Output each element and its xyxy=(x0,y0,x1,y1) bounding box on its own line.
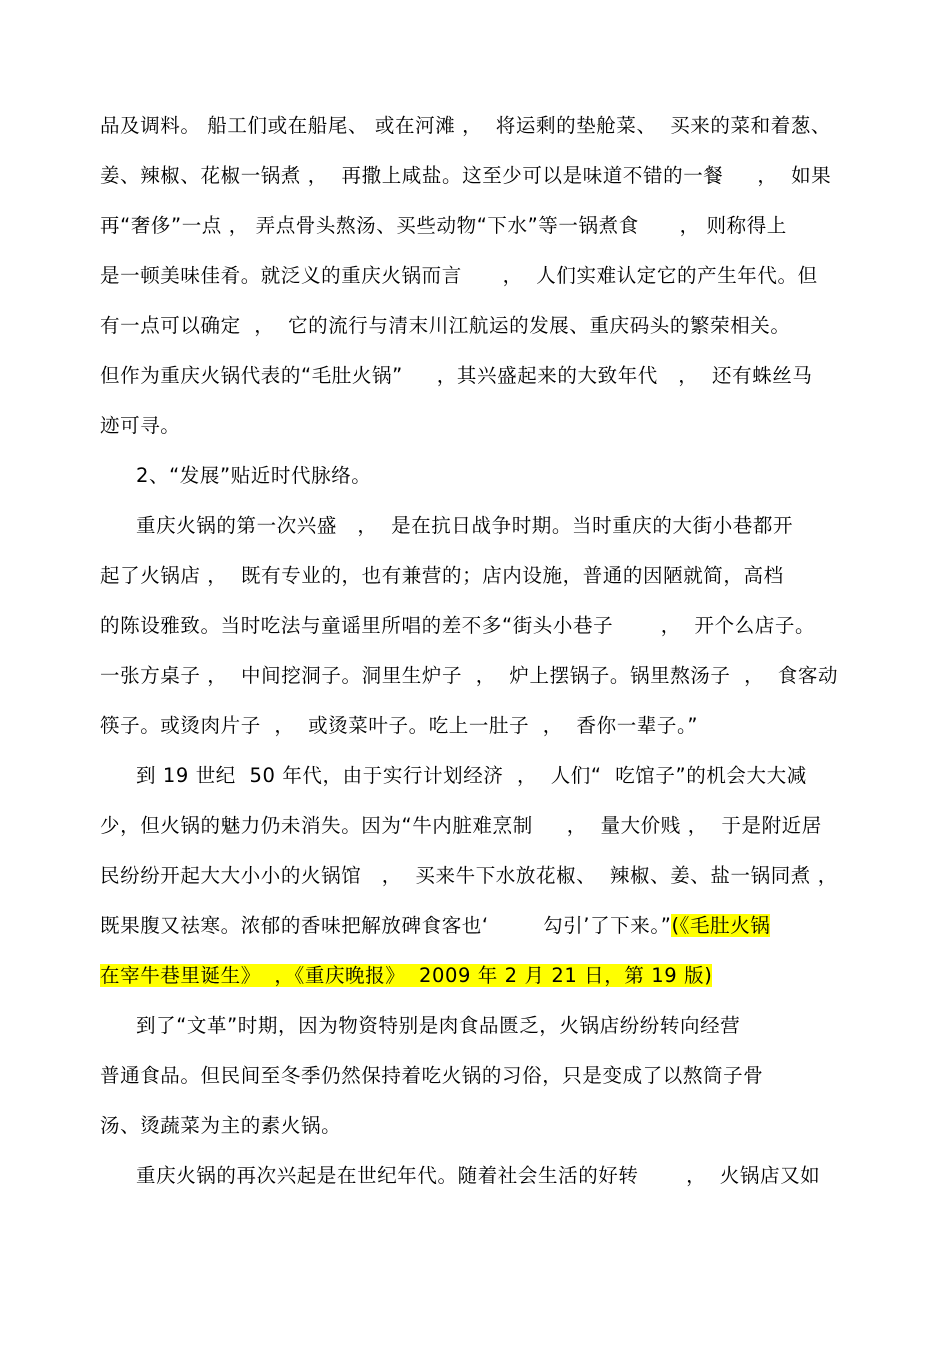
citation-line xyxy=(100,964,712,988)
paragraph-line: 迹可寻。 xyxy=(100,414,181,437)
paragraph-line: 普通食品。但民间至冬季仍然保持着吃火锅的习俗，只是变成了以熬筒子骨 xyxy=(100,1064,764,1087)
paragraph-line: 到了“文革”时期，因为物资特别是肉食品匮乏，火锅店纷纷转向经营 xyxy=(136,1014,741,1037)
citation-highlight: 在宰牛巷里诞生》 ，《重庆晚报》 2009 年 2 月 21 日，第 19 版) xyxy=(100,964,713,987)
paragraph-line: 重庆火锅的再次兴起是在世纪年代。随着社会生活的好转 ， 火锅店又如 xyxy=(136,1164,821,1187)
paragraph-text: 既果腹又祛寒。浓郁的香味把解放碑食客也‘ 勾引’了下来。” xyxy=(100,914,672,937)
paragraph-line: 是一顿美味佳肴。就泛义的重庆火锅而言 ， 人们实难认定它的产生年代。但 xyxy=(100,264,818,287)
section-heading: 2、“发展”贴近时代脉络。 xyxy=(136,464,372,487)
paragraph-line: 品及调料。 船工们或在船尾、 或在河滩 ， 将运剩的垫舱菜、 买来的菜和着葱、 xyxy=(100,114,831,137)
paragraph-line-with-citation xyxy=(100,914,770,938)
paragraph-line: 起了火锅店 ， 既有专业的，也有兼营的；店内设施，普通的因陋就简，高档 xyxy=(100,564,784,587)
paragraph-line: 重庆火锅的第一次兴盛 ， 是在抗日战争时期。当时重庆的大街小巷都开 xyxy=(136,514,794,537)
paragraph-line: 少，但火锅的魅力仍未消失。因为“牛内脏难烹制 ， 量大价贱 ， 于是附近居 xyxy=(100,814,822,837)
paragraph-line: 一张方桌子 ， 中间挖洞子。洞里生炉子 ， 炉上摆锅子。锅里熬汤子 ， 食客动 xyxy=(100,664,839,687)
paragraph-line: 但作为重庆火锅代表的“毛肚火锅” ，其兴盛起来的大致年代 ， 还有蛛丝马 xyxy=(100,364,813,387)
paragraph-line: 再“奢侈”一点 ， 弄点骨头熬汤、买些动物“下水”等一锅煮食 ， 则称得上 xyxy=(100,214,787,237)
paragraph-line: 有一点可以确定 ， 它的流行与清末川江航运的发展、重庆码头的繁荣相关。 xyxy=(100,314,791,337)
paragraph-line: 民纷纷开起大大小小的火锅馆 ， 买来牛下水放花椒、 辣椒、姜、盐一锅同煮 ， xyxy=(100,864,838,887)
paragraph-line: 到 19 世纪 50 年代，由于实行计划经济 ， 人们“ 吃馆子”的机会大大减 xyxy=(136,764,807,787)
paragraph-line: 姜、辣椒、花椒一锅煮 ， 再撒上咸盐。这至少可以是味道不错的一餐 ， 如果 xyxy=(100,164,832,187)
paragraph-line: 筷子。或烫肉片子 ， 或烫菜叶子。吃上一肚子 ， 香你一辈子。” xyxy=(100,714,699,737)
citation-highlight: (《毛肚火锅 xyxy=(671,914,771,937)
paragraph-line: 汤、烫蔬菜为主的素火锅。 xyxy=(100,1114,342,1137)
paragraph-line: 的陈设雅致。当时吃法与童谣里所唱的差不多“街头小巷子 ， 开个么店子。 xyxy=(100,614,816,637)
